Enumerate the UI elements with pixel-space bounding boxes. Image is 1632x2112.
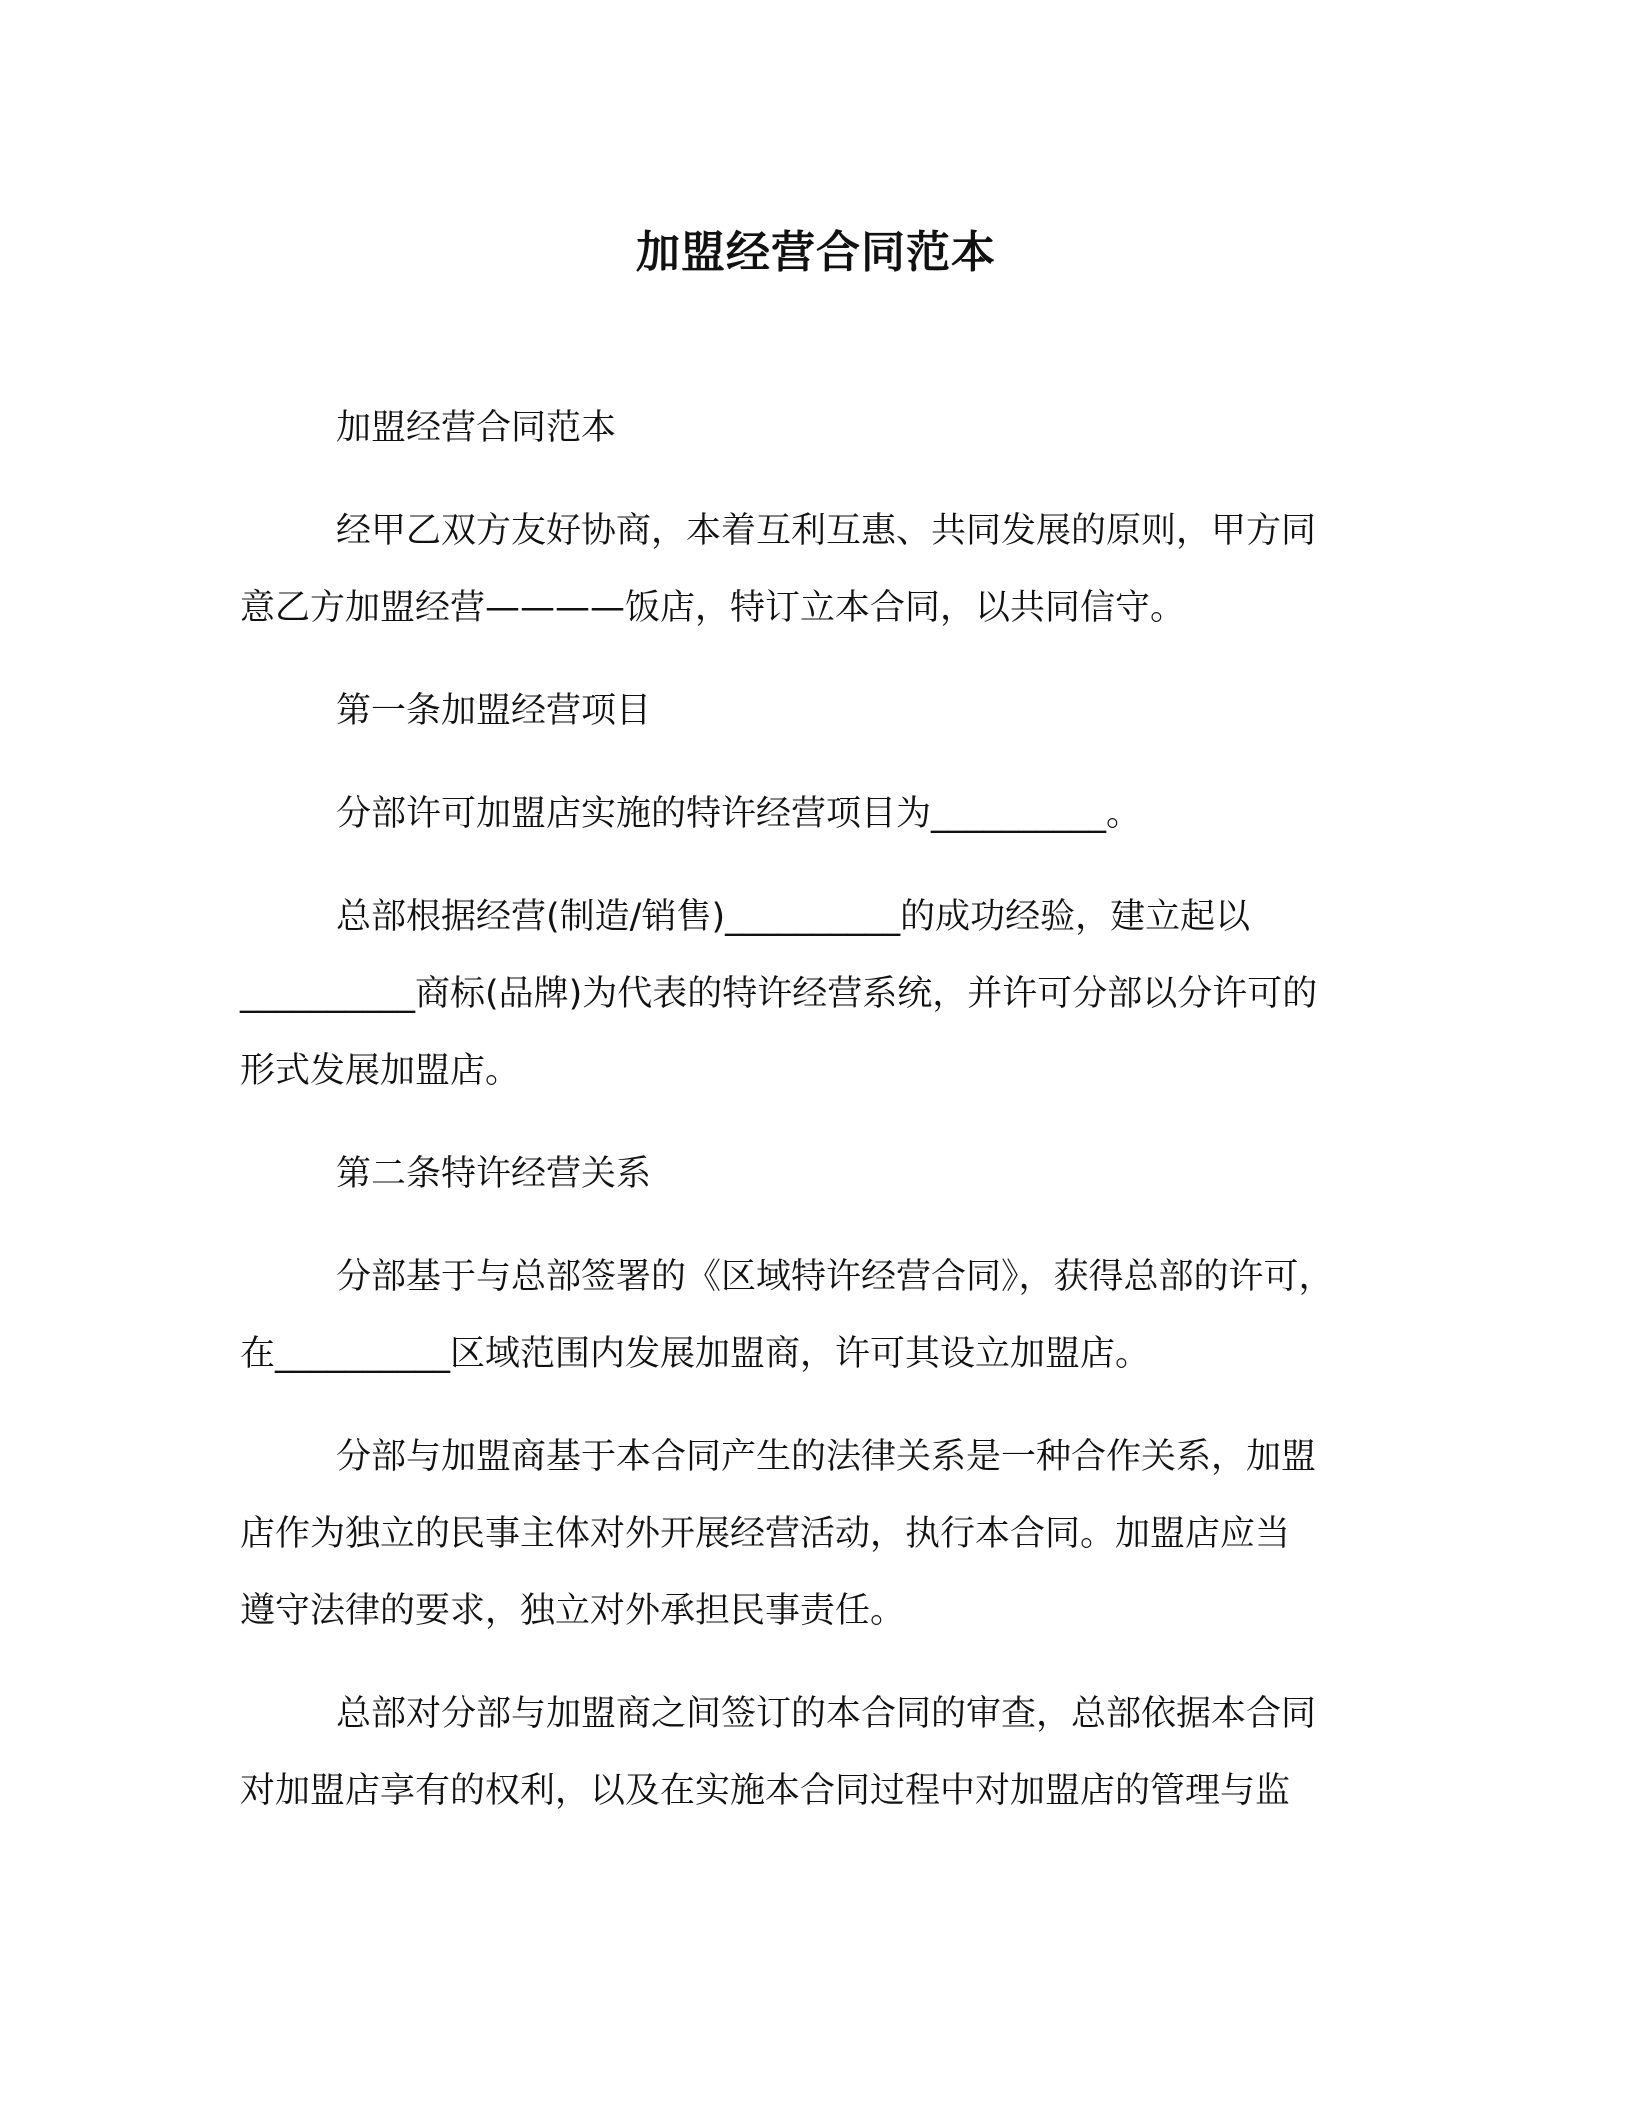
text-line: 第二条特许经营关系 — [336, 1154, 652, 1194]
text-line: 总部根据经营(制造/销售)__________的成功经验，建立起以 — [336, 897, 1251, 937]
article-2-heading — [240, 1136, 1400, 1213]
text-line: __________商标(品牌)为代表的特许经营系统，并许可分部以分许可的 — [240, 974, 1318, 1014]
paragraph-relationship — [240, 1419, 1400, 1650]
article-1-heading — [240, 673, 1400, 750]
paragraph-subtitle — [240, 390, 1400, 467]
paragraph-region — [240, 1239, 1400, 1393]
text-line: 意乙方加盟经营————饭店，特订立本合同，以共同信守。 — [240, 588, 1186, 628]
text-line: 分部许可加盟店实施的特许经营项目为__________。 — [336, 794, 1142, 834]
text-line: 第一条加盟经营项目 — [336, 691, 652, 731]
text-line: 店作为独立的民事主体对外开展经营活动，执行本合同。加盟店应当 — [240, 1514, 1291, 1554]
text-line: 加盟经营合同范本 — [336, 408, 617, 448]
text-line: 分部基于与总部签署的《区域特许经营合同》，获得总部的许可， — [336, 1257, 1334, 1297]
text-line: 在__________区域范围内发展加盟商，许可其设立加盟店。 — [240, 1334, 1151, 1374]
text-line: 对加盟店享有的权利，以及在实施本合同过程中对加盟店的管理与监 — [240, 1771, 1291, 1811]
paragraph-system — [240, 879, 1400, 1110]
document-title: 加盟经营合同范本 — [636, 227, 996, 278]
text-line: 遵守法律的要求，独立对外承担民事责任。 — [240, 1591, 906, 1631]
paragraph-review — [240, 1676, 1400, 1830]
text-line: 经甲乙双方友好协商，本着互利互惠、共同发展的原则，甲方同 — [336, 511, 1317, 551]
text-line: 形式发展加盟店。 — [240, 1051, 521, 1091]
document-body — [240, 390, 1400, 1856]
text-line: 总部对分部与加盟商之间签订的本合同的审查，总部依据本合同 — [336, 1694, 1317, 1734]
paragraph-preamble — [240, 493, 1400, 647]
text-line: 分部与加盟商基于本合同产生的法律关系是一种合作关系，加盟 — [336, 1437, 1317, 1477]
paragraph-project — [240, 776, 1400, 853]
